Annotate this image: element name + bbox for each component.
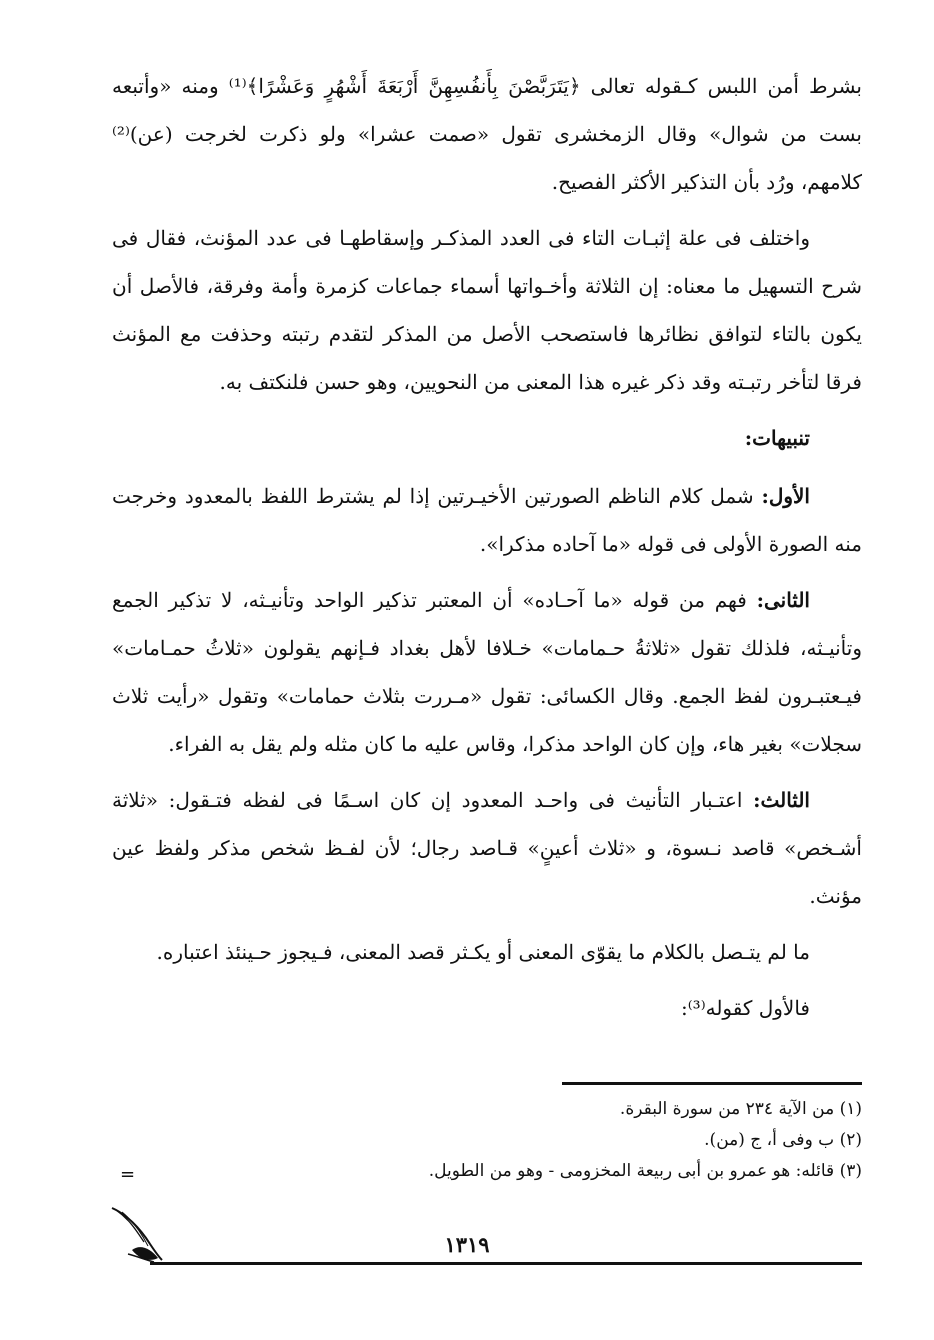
footnote-divider <box>562 1082 862 1085</box>
note-third-text: اعتـبار التأنيث فى واحـد المعدود إن كان اسـمًا فى لفظه فتـقول: «ثلاثة أشـخص» قاصد نـسوة، و «ثلاث أعينٍ» قـاصد رجال؛ لأن لفـظ شخص مذكر ولفظ عين مؤنث. <box>112 788 862 908</box>
note-second <box>112 576 862 768</box>
footnotes <box>112 1094 862 1187</box>
paragraph-2 <box>112 214 862 406</box>
note-third <box>112 776 862 920</box>
page-number: ١٣١٩ <box>444 1232 490 1257</box>
section-heading: تنبيهات: <box>744 426 810 450</box>
note-first-text: شمل كلام الناظم الصورتين الأخيـرتين إذا لم يشترط اللفظ بالمعدود وخرجت منه الصورة الأولى فى قوله «ما آحاده مذكرا». <box>112 484 862 556</box>
note-first <box>112 472 862 568</box>
footnote-3: (٣) قائله: هو عمرو بن أبى ربيعة المخزومى - وهو من الطويل. <box>428 1161 862 1181</box>
continuation-mark: = <box>120 1164 136 1185</box>
main-text <box>112 62 862 1040</box>
note-second-lead: الثانى: <box>756 588 810 612</box>
footnote-1: (١) من الآية ٢٣٤ من سورة البقرة. <box>619 1099 862 1119</box>
example-intro-text: فالأول كقوله⁽³⁾: <box>681 996 810 1020</box>
example-intro <box>112 984 862 1032</box>
note-first-lead: الأول: <box>761 484 810 508</box>
note-third-lead: الثالث: <box>753 788 810 812</box>
paragraph-1 <box>112 62 862 206</box>
note-second-text: فهم من قوله «ما آحـاده» أن المعتبر تذكير الواحد وتأنيـثه، لا تذكير الجمع وتأنيـثه، فلذلك تقول «ثلاثةُ حـمامات» خـلافا لأهل بغداد فـإنهم يقولون «ثلاثُ حمـامات» فيـعتبـرون لفظ الجمع. وقال الكسائى: تقول «مـررت بثلاث حمامات» وتقول «رأيت ثلاث سجلات» بغير هاء، وإن كان الواحد مذكرا، وقاس عليه ما كان مثله ولم يقل به الفراء. <box>112 588 862 756</box>
paragraph-2-text: واختلف فى علة إثبـات التاء فى العدد المذكـر وإسقاطهـا فى عدد المؤنث، فقال فى شرح التسهيل ما معناه: إن الثلاثة وأخـواتها أسماء جماعات كزمرة وأمة وفرقة، فالأصل أن يكون بالتاء لتوافق نظائرها فاستصحب الأصل من المذكر لتقدم رتبته وحذفت مع المؤنث فرقا لتأخر رتبـته وقد ذكر غيره هذا المعنى من النحويين، وهو حسن فلنكتف به. <box>112 226 862 394</box>
paragraph-1-text: بشرط أمن اللبس كـقوله تعالى ﴿يَتَرَبَّصْنَ بِأَنفُسِهِنَّ أَرْبَعَةَ أَشْهُرٍ وَعَشْرًا﴾⁽¹⁾ ومنه «وأتبعه بست من شوال» وقال الزمخشرى تقول «صمت عشرا» ولو ذكرت لخرجت (عن)⁽²⁾ كلامهم، ورُد بأن التذكير الأكثر الفصيح. <box>112 74 862 194</box>
footnote-2: (٢) ب وفى أ، ج (من). <box>704 1130 862 1150</box>
continuation-paragraph <box>112 928 862 976</box>
page-bottom-rule <box>150 1262 862 1265</box>
continuation-text: ما لم يتـصل بالكلام ما يقوّى المعنى أو يكـثر قصد المعنى، فـيجوز حـينئذ اعتباره. <box>156 940 810 964</box>
